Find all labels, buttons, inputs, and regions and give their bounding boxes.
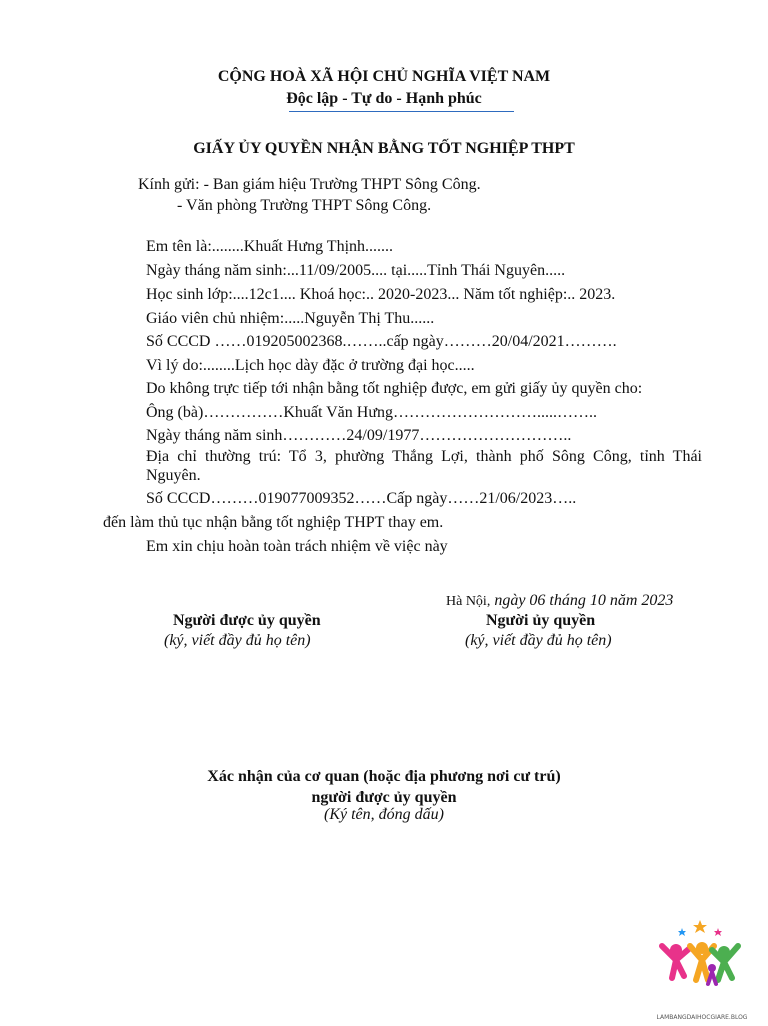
grantor-sign-title: Người ủy quyền [486, 612, 596, 629]
people-logo-icon [652, 916, 752, 1016]
recipient-line-2: - Văn phòng Trường THPT Sông Công. [177, 197, 432, 214]
student-name: Em tên là:........Khuất Hưng Thịnh....... [146, 238, 394, 255]
motto-underline [289, 111, 514, 112]
proxy-sign-note: (ký, viết đầy đủ họ tên) [164, 632, 311, 649]
recipient-line-1: Kính gửi: - Ban giám hiệu Trường THPT Sông Công. [138, 176, 481, 193]
watermark-logo [652, 916, 752, 1026]
confirmation-note: (Ký tên, đóng dấu) [324, 806, 444, 823]
authorization-intro: Do không trực tiếp tới nhận bằng tốt nghiệp được, em gửi giấy ủy quyền cho: [146, 380, 643, 397]
grantor-sign-note: (ký, viết đầy đủ họ tên) [465, 632, 612, 649]
reason: Vì lý do:........Lịch học dày đặc ở trường đại học..... [146, 357, 475, 374]
proxy-address: Địa chỉ thường trú: Tổ 3, phường Thắng Lợi, thành phố Sông Công, tỉnh Thái Nguyên. [146, 448, 702, 484]
watermark-text: LAMBANGDAIHOCGIARE.BLOG [656, 1014, 748, 1021]
sign-place: Hà Nội, [446, 594, 491, 609]
proxy-name: Ông (bà)……………Khuất Văn Hưng……………………….....…….. [146, 404, 598, 421]
sign-date: ngày 06 tháng 10 năm 2023 [494, 592, 674, 609]
commitment: Em xin chịu hoàn toàn trách nhiệm về việc này [146, 538, 448, 555]
proxy-cccd: Số CCCD………019077009352……Cấp ngày……21/06/2023….. [146, 490, 577, 507]
student-cccd: Số CCCD ……019205002368.……..cấp ngày………20/04/2021………. [146, 333, 617, 350]
purpose: đến làm thủ tục nhận bằng tốt nghiệp THPT thay em. [103, 514, 444, 531]
homeroom-teacher: Giáo viên chủ nhiệm:.....Nguyễn Thị Thu...... [146, 310, 435, 327]
sign-place-date [446, 592, 673, 610]
confirmation-line-1: Xác nhận của cơ quan (hoặc địa phương nơi cư trú) [207, 768, 561, 785]
document-title: GIẤY ỦY QUYỀN NHẬN BẰNG TỐT NGHIỆP THPT [193, 140, 575, 157]
motto-heading: Độc lập - Tự do - Hạnh phúc [286, 90, 482, 107]
proxy-sign-title: Người được ủy quyền [173, 612, 321, 629]
nation-heading: CỘNG HOÀ XÃ HỘI CHỦ NGHĨA VIỆT NAM [217, 68, 551, 85]
proxy-dob: Ngày tháng năm sinh…………24/09/1977……………………….. [146, 427, 572, 444]
student-dob: Ngày tháng năm sinh:...11/09/2005.... tại.....Tỉnh Thái Nguyên..... [146, 262, 566, 279]
confirmation-line-2: người được ủy quyền [311, 789, 457, 806]
student-class: Học sinh lớp:....12c1.... Khoá học:.. 2020-2023... Năm tốt nghiệp:.. 2023. [146, 286, 616, 303]
